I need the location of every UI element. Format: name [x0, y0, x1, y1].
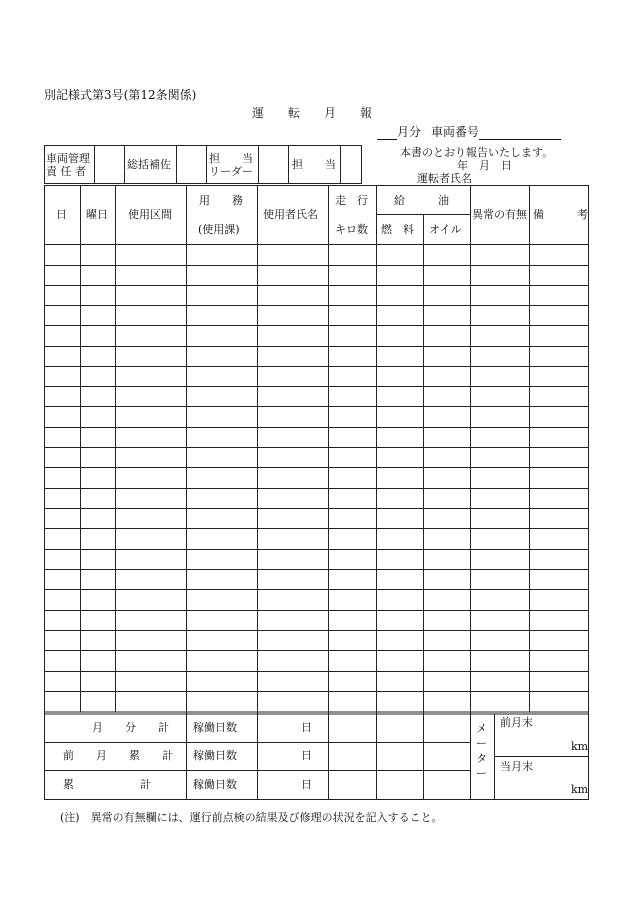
col-header-refuel: 給 油	[394, 194, 449, 207]
col-header-distance-1: 走 行	[335, 194, 368, 207]
stamp-manager-label-1: 車両管理	[46, 152, 90, 165]
col-header-purpose-1: 用 務	[199, 194, 243, 207]
stamp-leader-label-2: リーダー	[209, 165, 253, 178]
form-reference: 別記様式第3号(第12条関係)	[44, 88, 197, 102]
day-unit-2: 日	[301, 749, 312, 762]
this-month-end-label: 当月末	[500, 760, 533, 773]
stamp-manager-label-2: 責 任 者	[46, 165, 86, 178]
col-header-fuel: 燃 料	[381, 223, 414, 236]
day-unit-3: 日	[301, 778, 312, 791]
summary-cumulative-total: 累 計	[63, 778, 151, 791]
report-date: 年 月 日	[457, 159, 512, 172]
col-header-abnormal: 異常の有無	[472, 208, 527, 221]
footnote: (注) 異常の有無欄には、運行前点検の結果及び修理の状況を記入すること。	[60, 811, 443, 824]
stamp-assistant-label: 総括補佐	[127, 158, 171, 171]
prev-month-end-label: 前月末	[500, 716, 533, 729]
col-header-section: 使用区間	[128, 208, 172, 221]
workdays-label-1: 稼働日数	[193, 721, 237, 734]
report-statement: 本書のとおり報告いたします。	[400, 146, 554, 159]
month-suffix: 月分	[397, 125, 422, 139]
stamp-leader-label-1: 担 当	[209, 152, 253, 165]
workdays-label-3: 稼働日数	[193, 778, 237, 791]
vehicle-no-label: 車両番号	[431, 125, 480, 139]
workdays-label-2: 稼働日数	[193, 749, 237, 762]
col-header-oil: オイル	[429, 223, 462, 236]
km-unit-1: km	[571, 740, 589, 753]
summary-month-total: 月 分 計	[92, 721, 169, 734]
stamp-staff-label: 担 当	[292, 158, 336, 171]
col-header-day: 日	[56, 208, 67, 221]
page-title: 運 転 月 報	[252, 106, 373, 120]
km-unit-2: km	[571, 783, 589, 796]
day-unit-1: 日	[301, 721, 312, 734]
col-header-purpose-2: (使用課)	[198, 223, 240, 236]
col-header-weekday: 曜日	[86, 208, 108, 221]
summary-prev-total: 前 月 累 計	[63, 749, 173, 762]
col-header-user: 使用者氏名	[263, 208, 318, 221]
driver-name-label: 運転者氏名	[417, 172, 472, 185]
meter-label: メーター	[476, 722, 487, 780]
col-header-remarks: 備 考	[533, 208, 588, 221]
col-header-distance-2: キロ数	[335, 223, 368, 236]
